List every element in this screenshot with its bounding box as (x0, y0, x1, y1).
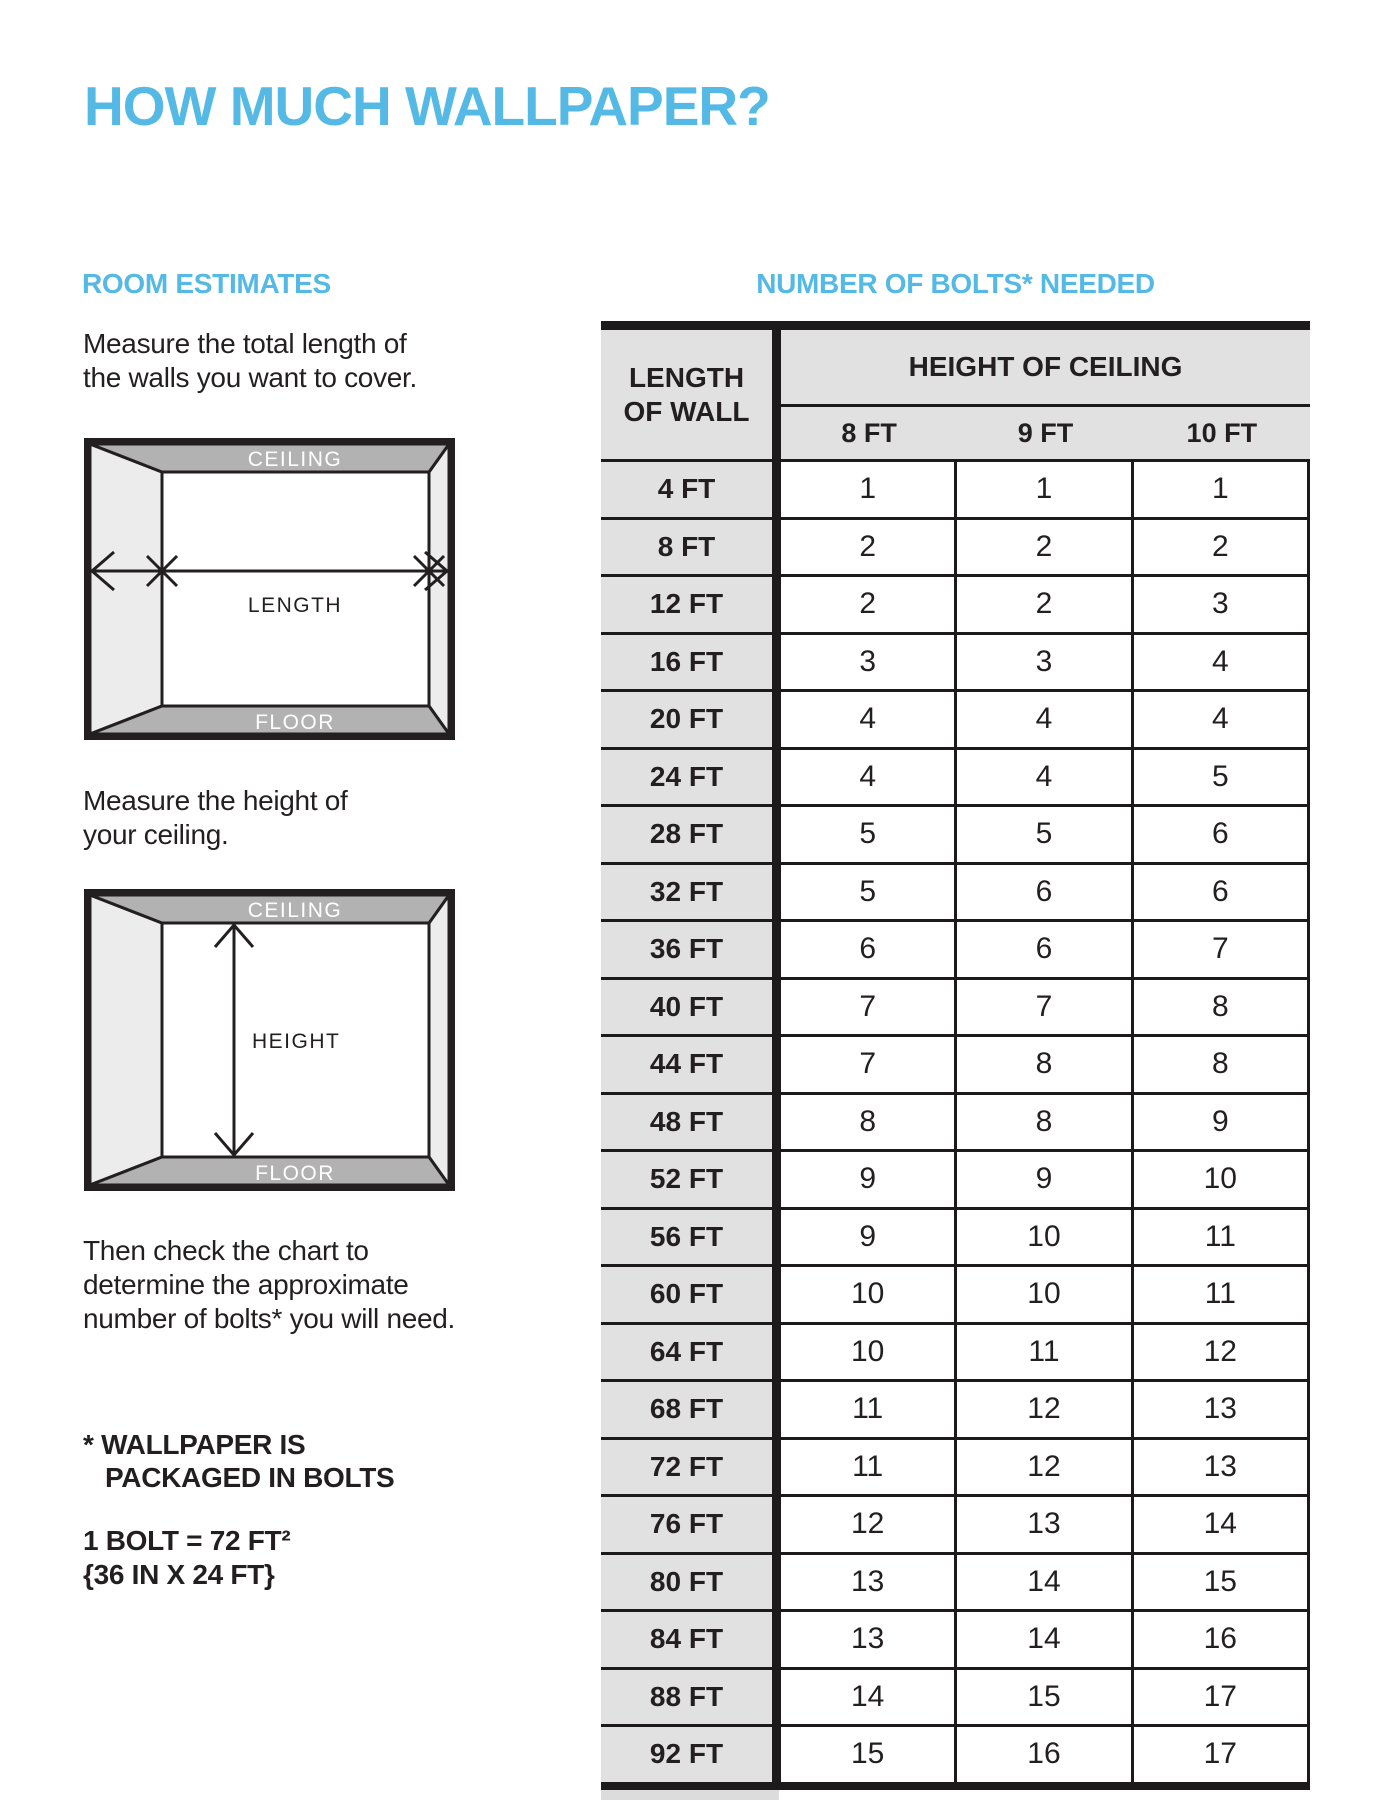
bolts-table (601, 321, 1310, 1790)
bolt-count-cell: 11 (781, 1382, 954, 1437)
wall-length-cell: 24 FT (601, 750, 772, 805)
table-row (601, 1149, 1310, 1207)
bolt-count-cell: 4 (954, 750, 1130, 805)
instruction-line: Then check the chart to (83, 1235, 369, 1266)
bolt-count-cell: 13 (1131, 1440, 1307, 1495)
table-row (601, 632, 1310, 690)
bolt-count-cell: 8 (781, 1095, 954, 1150)
instruction-line: Measure the height of (83, 785, 348, 816)
table-thick-divider (772, 330, 781, 1781)
instruction-line: number of bolts* you will need. (83, 1303, 456, 1334)
column-header-10ft: 10 FT (1186, 417, 1258, 448)
wall-length-cell: 36 FT (601, 922, 772, 977)
page-title: HOW MUCH WALLPAPER? (84, 75, 770, 137)
bolt-count-cell: 14 (954, 1612, 1130, 1667)
bolt-count-cell: 9 (781, 1210, 954, 1265)
wall-length-cell: 20 FT (601, 692, 772, 747)
bolt-count-cell: 9 (781, 1152, 954, 1207)
instruction-step-length (83, 327, 417, 395)
bolt-count-cell: 15 (954, 1670, 1130, 1725)
bolt-count-cell: 8 (1131, 1037, 1307, 1092)
bolt-count-cell: 8 (1131, 980, 1307, 1035)
bolt-count-cell: 6 (954, 865, 1130, 920)
wall-length-cell: 8 FT (601, 520, 772, 575)
wall-length-cell: 52 FT (601, 1152, 772, 1207)
instruction-line: the walls you want to cover. (83, 362, 417, 393)
right-wall-shape (429, 444, 449, 734)
bolt-count-cell: 14 (781, 1670, 954, 1725)
bolt-count-cell: 11 (1131, 1267, 1307, 1322)
wall-length-cell: 64 FT (601, 1325, 772, 1380)
table-row (601, 1322, 1310, 1380)
bolt-count-cell: 12 (954, 1440, 1130, 1495)
wall-length-cell: 76 FT (601, 1497, 772, 1552)
table-row (601, 517, 1310, 575)
wall-length-cell: 72 FT (601, 1440, 772, 1495)
table-row (601, 747, 1310, 805)
table-row (601, 1552, 1310, 1610)
bolt-count-cell: 5 (781, 865, 954, 920)
bolt-count-cell: 1 (781, 462, 954, 517)
instruction-line: determine the approximate (83, 1269, 409, 1300)
bolt-count-cell: 13 (781, 1612, 954, 1667)
bolt-count-cell: 5 (954, 807, 1130, 862)
footnote-line: PACKAGED IN BOLTS (105, 1462, 395, 1493)
length-of-wall-header (601, 330, 772, 459)
bolt-count-cell: 3 (1131, 577, 1307, 632)
bolt-equation: 1 BOLT = 72 FT² (83, 1525, 291, 1556)
table-row (601, 574, 1310, 632)
bolt-count-cell: 2 (781, 520, 954, 575)
bolt-count-cell: 10 (1131, 1152, 1307, 1207)
table-row (601, 1092, 1310, 1150)
table-row (601, 1207, 1310, 1265)
instruction-line: your ceiling. (83, 819, 229, 850)
bolt-count-cell: 12 (781, 1497, 954, 1552)
table-row (601, 1494, 1310, 1552)
instruction-step-chart (83, 1234, 455, 1336)
bolt-count-cell: 11 (954, 1325, 1130, 1380)
bolt-count-cell: 1 (1131, 462, 1307, 517)
wall-length-cell: 88 FT (601, 1670, 772, 1725)
bolt-count-cell: 8 (954, 1037, 1130, 1092)
wall-length-cell: 68 FT (601, 1382, 772, 1437)
wall-length-cell: 28 FT (601, 807, 772, 862)
bolt-count-cell: 2 (954, 520, 1130, 575)
instruction-step-height (83, 784, 348, 852)
bolt-count-cell: 13 (954, 1497, 1130, 1552)
bolt-count-cell: 10 (954, 1267, 1130, 1322)
wall-length-cell: 56 FT (601, 1210, 772, 1265)
bolt-count-cell: 7 (954, 980, 1130, 1035)
left-wall-shape (90, 444, 162, 734)
bolts-needed-heading: NUMBER OF BOLTS* NEEDED (756, 268, 1155, 299)
bolt-count-cell: 4 (954, 692, 1130, 747)
bolt-count-cell: 4 (781, 692, 954, 747)
table-row (601, 689, 1310, 747)
left-wall-shape (90, 895, 162, 1185)
bolt-count-cell: 8 (954, 1095, 1130, 1150)
bolt-count-cell: 6 (954, 922, 1130, 977)
bolt-count-cell: 10 (781, 1325, 954, 1380)
table-body (601, 459, 1310, 1782)
right-wall-shape (429, 895, 449, 1185)
ceiling-height-header-group (781, 330, 1310, 459)
wall-length-cell: 16 FT (601, 635, 772, 690)
bolt-count-cell: 7 (781, 980, 954, 1035)
bolt-count-cell: 2 (954, 577, 1130, 632)
bolt-count-cell: 2 (1131, 520, 1307, 575)
floor-label: FLOOR (255, 711, 335, 734)
bolt-count-cell: 4 (1131, 635, 1307, 690)
bolt-equivalence (83, 1524, 290, 1592)
bolt-count-cell: 11 (1131, 1210, 1307, 1265)
bolt-count-cell: 6 (781, 922, 954, 977)
bolt-count-cell: 17 (1131, 1727, 1307, 1782)
height-label: HEIGHT (252, 1030, 341, 1053)
bolt-count-cell: 4 (1131, 692, 1307, 747)
bolt-count-cell: 9 (954, 1152, 1130, 1207)
table-row (601, 919, 1310, 977)
bolt-count-cell: 16 (1131, 1612, 1307, 1667)
bolt-count-cell: 15 (1131, 1555, 1307, 1610)
instruction-line: Measure the total length of (83, 328, 407, 359)
wall-length-cell: 80 FT (601, 1555, 772, 1610)
wall-length-cell: 60 FT (601, 1267, 772, 1322)
table-row (601, 862, 1310, 920)
wall-length-cell: 92 FT (601, 1727, 772, 1782)
bolt-count-cell: 5 (1131, 750, 1307, 805)
bolt-count-cell: 14 (954, 1555, 1130, 1610)
table-row (601, 1667, 1310, 1725)
bolt-count-cell: 12 (1131, 1325, 1307, 1380)
bolt-count-cell: 7 (1131, 922, 1307, 977)
wall-length-cell: 12 FT (601, 577, 772, 632)
bolt-count-cell: 16 (954, 1727, 1130, 1782)
bolt-count-cell: 3 (781, 635, 954, 690)
bolt-count-cell: 15 (781, 1727, 954, 1782)
bolt-count-cell: 3 (954, 635, 1130, 690)
ceiling-height-subheaders (781, 407, 1310, 459)
header-line: LENGTH (628, 361, 745, 393)
ceiling-label: CEILING (247, 899, 343, 922)
ceiling-label: CEILING (247, 448, 343, 471)
bolt-count-cell: 5 (781, 807, 954, 862)
table-header (601, 330, 1310, 459)
table-gray-tail (601, 1790, 779, 1800)
bolt-count-cell: 4 (781, 750, 954, 805)
bolt-count-cell: 12 (954, 1382, 1130, 1437)
footnote-line: * WALLPAPER IS (83, 1429, 306, 1460)
room-diagram-length (84, 438, 455, 740)
bolt-count-cell: 17 (1131, 1670, 1307, 1725)
table-row (601, 1437, 1310, 1495)
table-row (601, 804, 1310, 862)
wall-length-cell: 48 FT (601, 1095, 772, 1150)
bolt-count-cell: 6 (1131, 807, 1307, 862)
table-row (601, 1034, 1310, 1092)
column-header-8ft: 8 FT (841, 417, 897, 448)
wallpaper-bolts-footnote (83, 1428, 394, 1494)
bolt-count-cell: 10 (954, 1210, 1130, 1265)
bolt-count-cell: 10 (781, 1267, 954, 1322)
table-row (601, 1264, 1310, 1322)
table-row (601, 977, 1310, 1035)
bolt-count-cell: 9 (1131, 1095, 1307, 1150)
back-wall-shape (162, 472, 429, 706)
wall-length-cell: 4 FT (601, 462, 772, 517)
bolt-count-cell: 6 (1131, 865, 1307, 920)
bolt-count-cell: 14 (1131, 1497, 1307, 1552)
table-row (601, 1379, 1310, 1437)
wall-length-cell: 44 FT (601, 1037, 772, 1092)
bolt-count-cell: 13 (1131, 1382, 1307, 1437)
bolt-count-cell: 7 (781, 1037, 954, 1092)
length-label: LENGTH (247, 594, 343, 617)
column-header-9ft: 9 FT (1017, 417, 1074, 448)
table-row (601, 1609, 1310, 1667)
bolt-dimensions: {36 IN X 24 FT} (83, 1559, 275, 1590)
bolt-count-cell: 1 (954, 462, 1130, 517)
bolt-count-cell: 2 (781, 577, 954, 632)
height-of-ceiling-header: HEIGHT OF CEILING (781, 330, 1310, 407)
room-diagram-height (84, 889, 455, 1191)
wall-length-cell: 32 FT (601, 865, 772, 920)
room-estimates-heading: ROOM ESTIMATES (82, 268, 331, 299)
floor-label: FLOOR (255, 1162, 335, 1185)
bolt-count-cell: 13 (781, 1555, 954, 1610)
wall-length-cell: 40 FT (601, 980, 772, 1035)
header-line: OF WALL (623, 395, 750, 427)
wall-length-cell: 84 FT (601, 1612, 772, 1667)
table-row (601, 459, 1310, 517)
table-row (601, 1724, 1310, 1782)
bolt-count-cell: 11 (781, 1440, 954, 1495)
